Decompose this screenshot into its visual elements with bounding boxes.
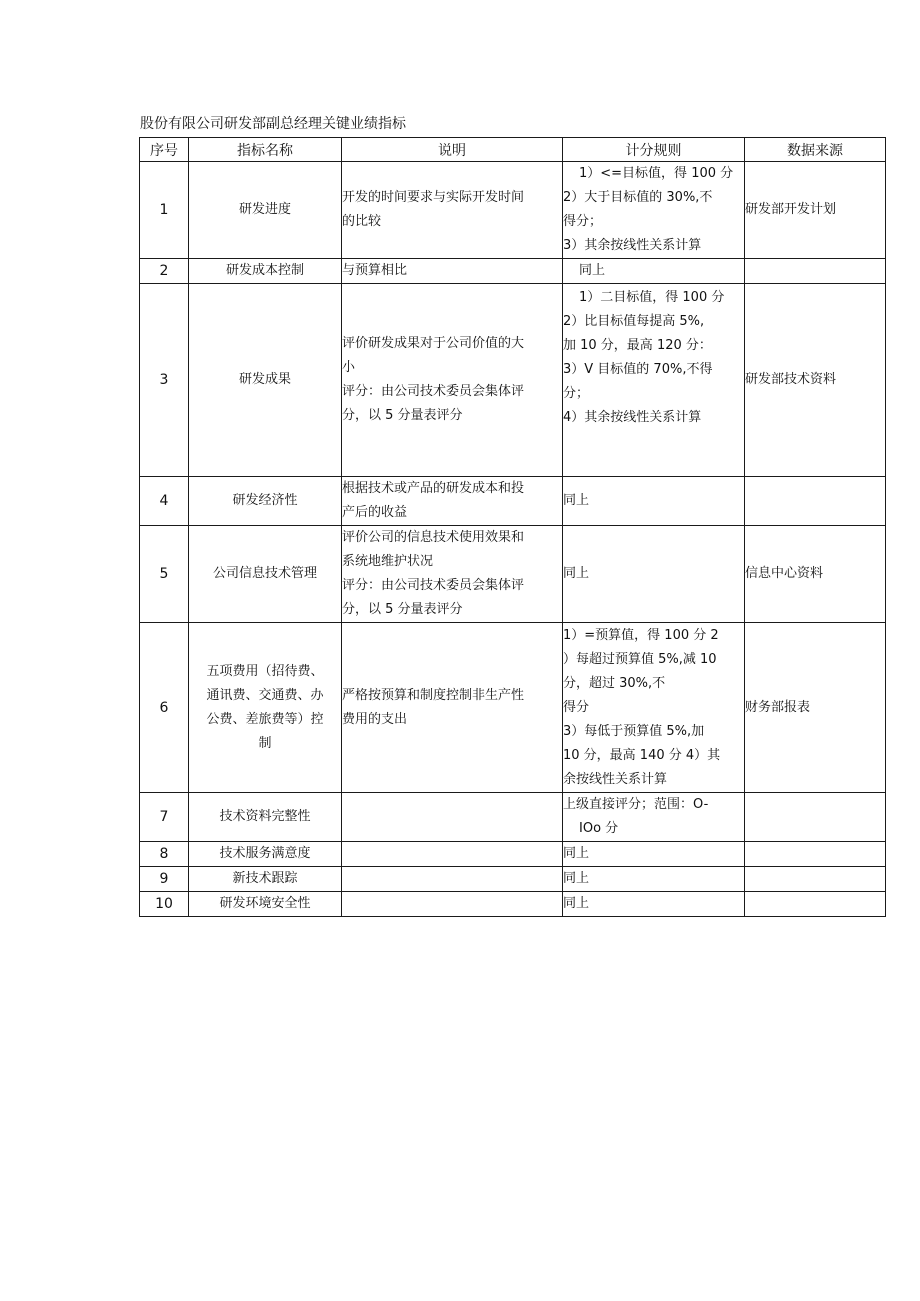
rule-line: 3）其余按线性关系计算 [563,238,702,253]
row-name: 研发进度 [189,162,342,259]
row-no: 1 [140,162,189,259]
row-no: 6 [140,623,189,793]
row-rule [563,793,745,842]
row-no: 7 [140,793,189,842]
desc-line: 费用的支出 [342,711,408,727]
row-desc [342,284,563,477]
name-line: 通讯费、交通费、办 [206,687,324,703]
row-no: 8 [140,842,189,867]
header-no: 序号 [140,138,189,162]
row-name [189,623,342,793]
row-desc [342,623,563,793]
desc-line: 评价公司的信息技术使用效果和 [342,530,525,545]
rule-line: 同上 [579,263,606,278]
row-desc [342,259,563,284]
rule-line: 余按线性关系计算 [563,771,668,787]
desc-line: 产后的收益 [342,505,408,520]
name-line: 制 [258,735,272,751]
row-no: 4 [140,477,189,526]
rule-line: 分； [563,386,590,401]
desc-line: 的比较 [342,214,382,229]
rule-line: 1）=预算值，得 100 分 2 [563,627,719,643]
desc-line: 评分：由公司技术委员会集体评 [342,384,525,399]
table-row [140,477,886,526]
rule-line: 同上 [563,871,590,886]
rule-line: 同上 [563,846,590,861]
rule-line: 得分 [563,699,590,715]
row-name: 研发环境安全性 [189,892,342,917]
table-row [140,162,886,259]
row-desc [342,477,563,526]
table-row [140,867,886,892]
name-line: 公费、差旅费等）控 [206,711,324,727]
row-source [745,842,886,867]
header-rule: 计分规则 [563,138,745,162]
row-source: 研发部技术资料 [745,284,886,477]
rule-line: 分，超过 30%,不 [563,675,666,691]
row-desc [342,842,563,867]
row-source [745,793,886,842]
rule-line: IOo 分 [579,821,619,836]
row-rule [563,162,745,259]
table-row [140,623,886,793]
rule-line: 1）<=目标值，得 100 分 [579,166,734,181]
row-desc [342,793,563,842]
desc-line: 根据技术或产品的研发成本和投 [342,481,525,496]
row-no: 3 [140,284,189,477]
name-line: 五项费用（招待费、 [206,663,324,679]
table-row [140,892,886,917]
rule-line: 得分； [563,214,603,229]
desc-line: 分，以 5 分量表评分 [342,408,463,423]
rule-line: ）每超过预算值 5%,减 10 [563,651,717,667]
row-rule [563,867,745,892]
desc-line: 评分：由公司技术委员会集体评 [342,578,525,593]
row-rule [563,284,745,477]
rule-line: 3）每低于预算值 5%,加 [563,723,705,739]
row-rule [563,892,745,917]
table-row [140,526,886,623]
row-no: 5 [140,526,189,623]
table-header-row [140,138,886,162]
row-desc [342,162,563,259]
rule-line: 3）V 目标值的 70%,不得 [563,362,713,377]
desc-line: 开发的时间要求与实际开发时间 [342,190,525,205]
table-row [140,793,886,842]
header-desc: 说明 [342,138,563,162]
row-name: 研发成本控制 [189,259,342,284]
rule-line: 同上 [563,566,590,581]
row-source: 信息中心资料 [745,526,886,623]
row-source [745,259,886,284]
desc-line: 小 [342,360,356,375]
row-no: 2 [140,259,189,284]
rule-line: 同上 [563,493,590,508]
rule-line: 加 10 分，最高 120 分： [563,338,712,353]
row-source [745,477,886,526]
row-rule [563,842,745,867]
row-name: 新技术跟踪 [189,867,342,892]
row-name: 研发经济性 [189,477,342,526]
rule-line: 4）其余按线性关系计算 [563,410,702,425]
desc-line: 系统地维护状况 [342,554,434,569]
rule-line: 1）二目标值，得 100 分 [579,290,725,305]
row-rule [563,477,745,526]
desc-line: 评价研发成果对于公司价值的大 [342,336,525,351]
table-row [140,284,886,477]
rule-line: 2）大于目标值的 30%,不 [563,190,713,205]
header-name: 指标名称 [189,138,342,162]
row-name: 研发成果 [189,284,342,477]
desc-line: 严格按预算和制度控制非生产性 [342,687,525,703]
rule-line: 上级直接评分；范围：O- [563,797,709,812]
row-name: 技术资料完整性 [189,793,342,842]
row-rule [563,623,745,793]
row-rule [563,526,745,623]
row-desc [342,526,563,623]
header-source: 数据来源 [745,138,886,162]
row-desc [342,867,563,892]
row-no: 10 [140,892,189,917]
desc-line: 分，以 5 分量表评分 [342,602,463,617]
row-name: 公司信息技术管理 [189,526,342,623]
row-no: 9 [140,867,189,892]
rule-line: 10 分，最高 140 分 4）其 [563,747,721,763]
kpi-table [139,137,886,917]
document-title: 股份有限公司研发部副总经理关键业绩指标 [140,116,406,132]
row-source: 研发部开发计划 [745,162,886,259]
table-row [140,842,886,867]
table-row [140,259,886,284]
rule-line: 同上 [563,896,590,911]
desc-line: 与预算相比 [342,263,408,278]
rule-line: 2）比目标值每提高 5%, [563,314,705,329]
row-name: 技术服务满意度 [189,842,342,867]
row-source [745,892,886,917]
row-desc [342,892,563,917]
row-source: 财务部报表 [745,623,886,793]
row-source [745,867,886,892]
row-rule [563,259,745,284]
